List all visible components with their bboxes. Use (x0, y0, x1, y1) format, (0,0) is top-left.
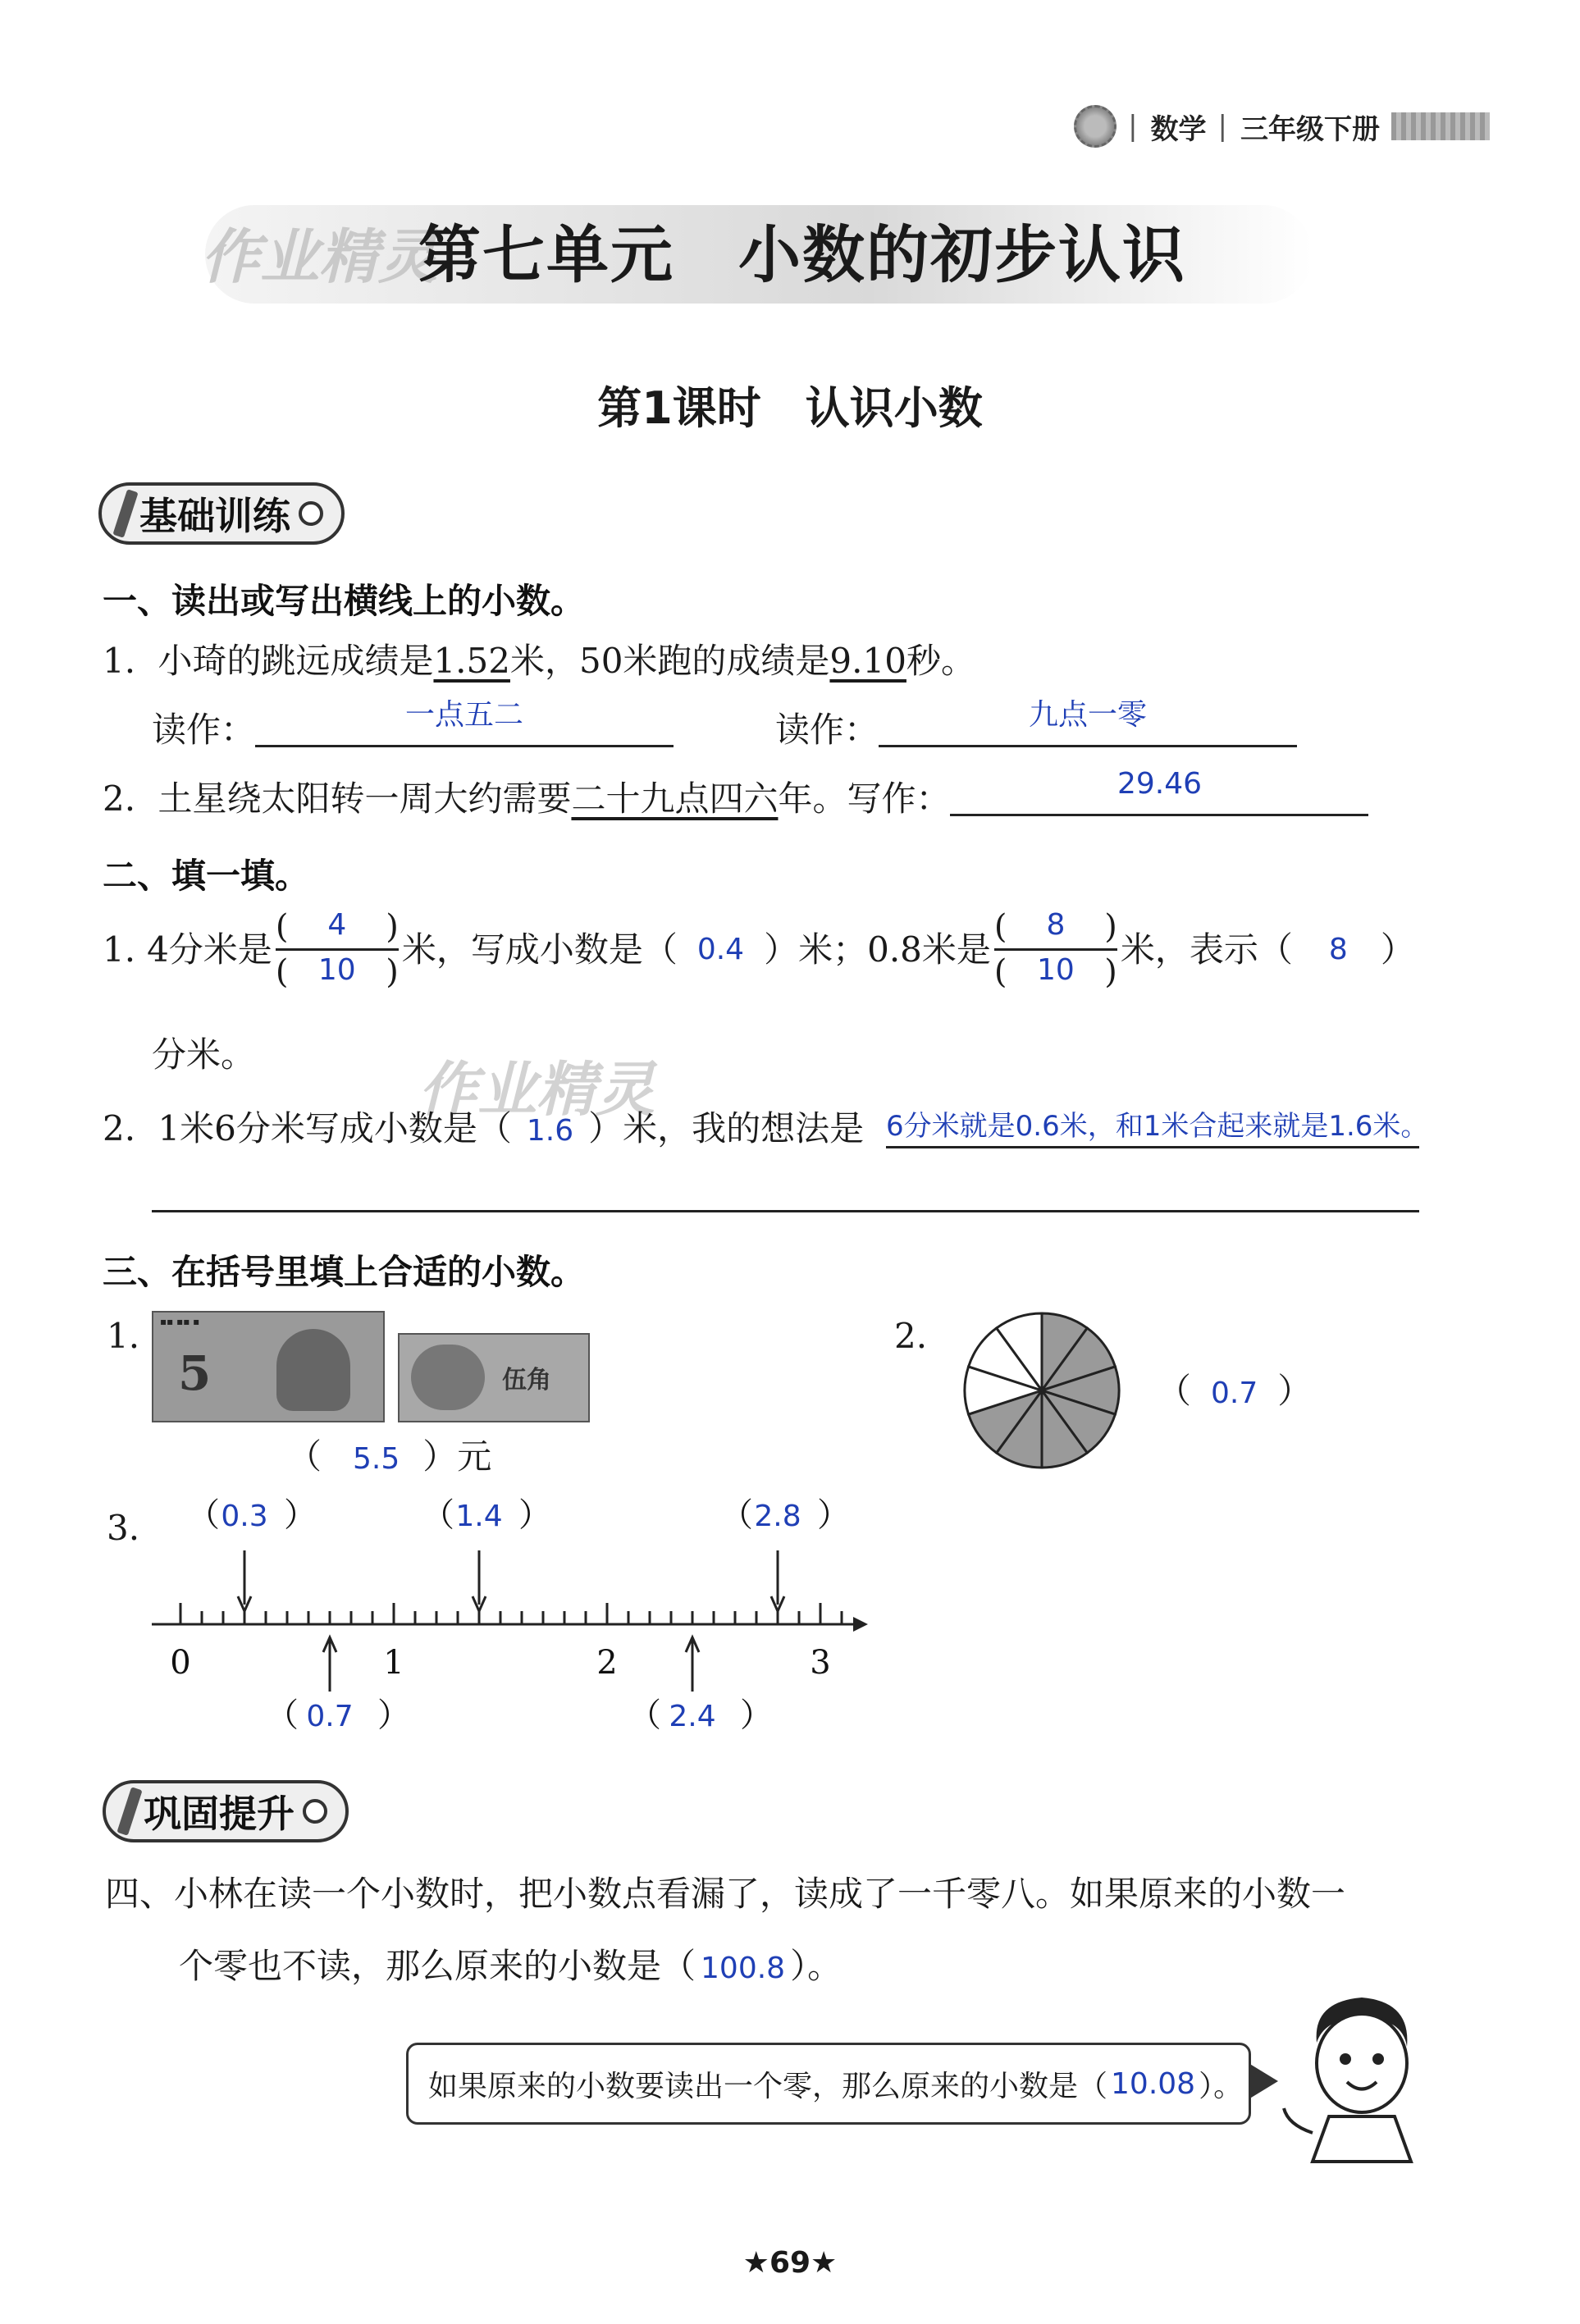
q2-thought-answer: 6分米就是0.6米，和1米合起来就是1.6米。 (886, 1110, 1429, 1143)
header-strip (1391, 112, 1490, 140)
bottom-answer[interactable]: 2.4 (669, 1700, 716, 1731)
section-basic-label: 基础训练 (139, 494, 290, 538)
header-sep: | (1217, 110, 1229, 143)
q2-item1-b: 米，写成小数是（ (401, 929, 678, 970)
q1-item2-v: 二十九点四六 (571, 778, 779, 819)
q1-read1-row (152, 698, 674, 750)
q1-read2-answer: 九点一零 (1029, 698, 1148, 732)
header-grade: 三年级下册 (1240, 112, 1380, 146)
pencil-icon (112, 489, 138, 537)
q2-item2-a: 1米6分米写成小数是（ (158, 1108, 512, 1148)
q1-read1-blank[interactable] (255, 698, 674, 747)
ring-icon (303, 1799, 327, 1824)
q2-item1-d: 米，表示（ (1120, 929, 1293, 970)
paren: （ (422, 1496, 454, 1534)
section-consolidate-label: 巩固提升 (144, 1792, 295, 1836)
q3-item1-unit: ）元 (422, 1436, 492, 1477)
q2-thought-blank[interactable] (886, 1103, 1429, 1148)
q2-item2 (103, 1108, 865, 1148)
q2-heading: 二、填一填。 (103, 856, 310, 896)
q1-item2 (103, 767, 1368, 819)
q2-item1-num: 1. (103, 929, 136, 970)
q1-read2-blank[interactable] (879, 698, 1297, 747)
q1-item1-post: 秒。 (906, 641, 975, 681)
header-subject: 数学 (1150, 112, 1207, 146)
q1-read-label: 读作： (152, 710, 256, 750)
q1-item1-v1: 1.52 (433, 641, 510, 681)
section-basic-badge (98, 482, 345, 545)
q3-heading: 三、在括号里填上合适的小数。 (103, 1252, 586, 1292)
speech-bubble: 如果原来的小数要读出一个零，那么原来的小数是（ 10.08 ）。 (406, 2043, 1251, 2125)
q2-item2-b: ）米，我的想法是 (588, 1108, 865, 1148)
banknote-5-yuan: ▪▪ ▪▪ ▪ 5 (152, 1311, 385, 1422)
q2-item1 (103, 908, 1415, 991)
section-consolidate-badge (103, 1780, 349, 1842)
banknote-jiao-label: 伍角 (502, 1366, 551, 1395)
paren: ） (817, 1496, 850, 1534)
watermark-2: 作业精灵 (418, 1055, 655, 1124)
paren: （ (628, 1696, 661, 1731)
bottom-answer[interactable]: 0.7 (306, 1700, 354, 1731)
q3-item3-num: 3. (107, 1508, 140, 1548)
q1-item2-post: 年。写作： (778, 778, 951, 819)
sun-logo-icon (1074, 105, 1117, 148)
tick-label: 3 (810, 1644, 831, 1682)
q4-ans[interactable]: 100.8 (701, 1952, 786, 1985)
frac2-numerator[interactable]: 8 (1046, 908, 1066, 942)
banknote-5-label: 5 (178, 1345, 212, 1401)
q1-write-blank[interactable] (950, 767, 1368, 816)
pencil-icon (116, 1787, 142, 1835)
paren: ） (518, 1496, 551, 1534)
page-header (1074, 105, 1490, 148)
paren: ） (377, 1696, 410, 1731)
q3-item2-num: 2. (894, 1316, 928, 1356)
paren: （ (187, 1496, 220, 1534)
q1-read2-row (775, 698, 1297, 750)
fraction-1: ( 4 ) ( 10 ) (275, 908, 399, 991)
figures-icon (411, 1345, 485, 1410)
q4-text2: 个零也不读，那么原来的小数是（ 100.8 ）。 (179, 1946, 843, 1986)
q2-item1-ans2[interactable]: 8 (1328, 932, 1348, 966)
page-number: 69 (769, 2246, 811, 2280)
top-answer[interactable]: 2.8 (754, 1500, 801, 1533)
q3-item1-num: 1. (107, 1316, 140, 1356)
q3-item2-ans[interactable]: 0.7 (1211, 1377, 1258, 1410)
page-number-row: ★69★ (742, 2246, 838, 2280)
q2-item1-c: ）米；0.8米是 (764, 929, 991, 970)
tick-label: 2 (596, 1644, 618, 1682)
boy-character-icon (1280, 1985, 1444, 2166)
portrait-icon (276, 1329, 350, 1411)
q1-item1-v2: 9.10 (829, 641, 906, 681)
top-answer[interactable]: 1.4 (455, 1500, 503, 1533)
q2-item1-ans1[interactable]: 0.4 (696, 932, 745, 966)
top-answer[interactable]: 0.3 (221, 1500, 268, 1533)
frac1-denominator[interactable]: 10 (317, 953, 356, 987)
q2-item1-a: 4分米是 (147, 929, 272, 970)
q1-heading: 一、读出或写出横线上的小数。 (103, 581, 586, 621)
q3-item2-answer-row: （ 0.7 ） (1157, 1371, 1313, 1411)
q2-item2-ans[interactable]: 1.6 (526, 1114, 574, 1148)
q1-item1-mid: 米，50米跑的成绩是 (509, 641, 830, 681)
q4-text1: 四、小林在读一个小数时，把小数点看漏了，读成了一千零八。如果原来的小数一 (105, 1874, 1346, 1914)
q2-extra-line[interactable] (152, 1210, 1419, 1212)
q2-item1-f: 分米。 (152, 1034, 256, 1075)
q1-item1 (103, 641, 975, 681)
q1-read1-answer: 一点五二 (405, 698, 524, 732)
q3-item1-answer-row: （ 5.5 ）元 (287, 1436, 492, 1477)
q1-item2-num: 2. (103, 778, 136, 819)
header-sep: | (1128, 110, 1139, 143)
axis-arrow-icon (853, 1617, 868, 1632)
frac1-numerator[interactable]: 4 (327, 908, 347, 942)
bubble-ans[interactable]: 10.08 (1111, 2066, 1196, 2101)
banknote-5-jiao (398, 1333, 590, 1422)
ring-icon (299, 501, 323, 526)
paren: （ (720, 1496, 753, 1534)
pie-chart-tenths (960, 1308, 1124, 1472)
q3-item1-ans[interactable]: 5.5 (353, 1442, 400, 1476)
q2-item2-num: 2. (103, 1108, 136, 1148)
q1-write-answer: 29.46 (1117, 767, 1203, 801)
q1-item1-pre: 小琦的跳远成绩是 (158, 641, 434, 681)
q1-item1-num: 1. (103, 641, 136, 681)
number-line (148, 1493, 886, 1731)
frac2-denominator[interactable]: 10 (1036, 953, 1075, 987)
q1-read-label: 读作： (775, 710, 879, 750)
tick-label: 1 (383, 1644, 404, 1682)
q2-item1-e: ） (1380, 929, 1415, 970)
paren: （ (266, 1696, 299, 1731)
bubble-tail (1249, 2063, 1278, 2099)
watermark: 作业精灵 (201, 222, 438, 291)
lesson-title: 第1课时 认识小数 (597, 382, 983, 434)
paren: ） (284, 1496, 317, 1534)
unit-title: 第七单元 小数的初步认识 (418, 218, 1186, 291)
fraction-2: ( 8 ) ( 10 ) (993, 908, 1117, 991)
paren: ） (740, 1696, 773, 1731)
tick-label: 0 (170, 1644, 191, 1682)
q1-item2-pre: 土星绕太阳转一周大约需要 (158, 778, 572, 819)
